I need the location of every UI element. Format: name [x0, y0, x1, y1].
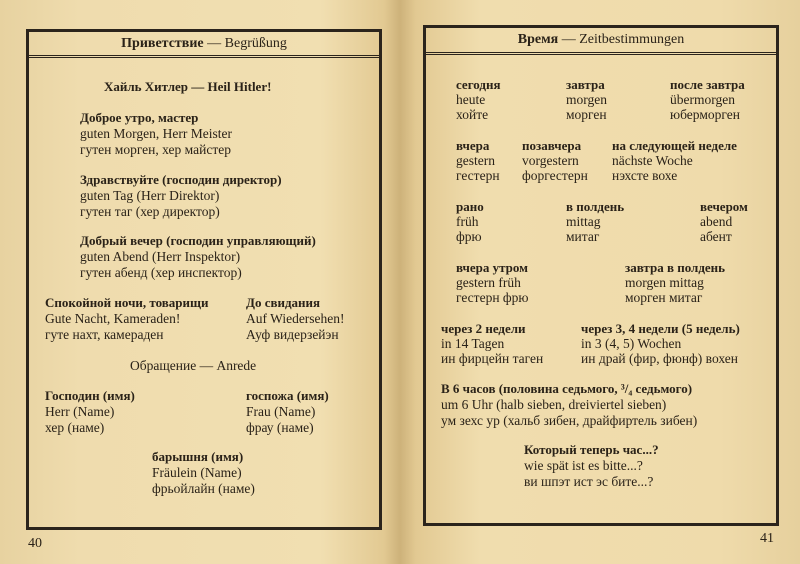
phrase-pron: фрьойлайн (наме)	[152, 481, 255, 496]
phrase-ru: В 6 часов (половина седьмого, ³/₄ седьмого)	[441, 381, 693, 396]
phrase-de: wie spät ist es bitte...?	[524, 458, 643, 473]
phrase-de: in 3 (4, 5) Wochen	[581, 336, 682, 351]
phrase-de: heute	[456, 92, 486, 107]
hail-text: Хайль Хитлер — Heil Hitler!	[104, 79, 272, 94]
phrase-pron: ум зехс ур (хальб зибен, драйфиртель зибен)	[441, 413, 698, 428]
phrase-de: vorgestern	[522, 153, 579, 168]
phrase-ru: Господин (имя)	[45, 388, 135, 403]
phrase-de: mittag	[566, 214, 601, 229]
address-block	[246, 388, 329, 436]
time-block	[456, 77, 501, 122]
time-block	[612, 138, 737, 183]
subheading: Обращение — Anrede	[130, 358, 257, 373]
phrase-de: morgen mittag	[625, 275, 704, 290]
phrase-de: Frau (Name)	[246, 404, 316, 419]
phrase-de: gestern früh	[456, 275, 521, 290]
time-block	[456, 199, 484, 244]
phrase-de: in 14 Tagen	[441, 336, 505, 351]
header-sep: —	[203, 36, 225, 51]
phrase-de: um 6 Uhr (halb sieben, dreiviertel sieben)	[441, 397, 667, 412]
phrase-de: Fräulein (Name)	[152, 465, 242, 480]
phrase-de: Gute Nacht, Kameraden!	[45, 311, 181, 326]
phrase-ru: Здравствуйте (господин директор)	[80, 172, 282, 187]
time-block	[566, 77, 607, 122]
phrase-block	[80, 110, 232, 158]
time-block	[581, 321, 740, 366]
phrase-pron: гестерн фрю	[456, 290, 529, 305]
page-number-left: 40	[28, 536, 42, 551]
right-page-header	[426, 28, 776, 55]
phrase-ru: через 3, 4 недели (5 недель)	[581, 321, 740, 336]
phrase-ru: завтра	[566, 77, 605, 92]
phrase-ru: Спокойной ночи, товарищи	[45, 295, 209, 310]
phrase-ru: через 2 недели	[441, 321, 526, 336]
header-title-de: Begrüßung	[224, 36, 287, 51]
phrase-ru: Добрый вечер (господин управляющий)	[80, 233, 316, 248]
phrase-ru: в полдень	[566, 199, 625, 214]
phrase-de: guten Morgen, Herr Meister	[80, 126, 232, 141]
phrase-ru: госпожа (имя)	[246, 388, 329, 403]
phrase-pron: форгестерн	[522, 168, 588, 183]
phrase-pron: гутен таг (хер директор)	[80, 204, 220, 219]
phrase-block	[246, 295, 345, 343]
phrase-pron: гестерн	[456, 168, 500, 183]
page-number-right: 41	[760, 531, 774, 546]
phrase-ru: на следующей неделе	[612, 138, 737, 153]
phrase-ru: барышня (имя)	[152, 449, 244, 464]
time-block	[625, 260, 725, 305]
phrase-block	[80, 233, 316, 281]
phrase-ru: Который теперь час...?	[524, 442, 659, 457]
phrase-de: Herr (Name)	[45, 404, 115, 419]
phrase-de: früh	[456, 214, 479, 229]
time-block	[441, 321, 543, 366]
phrase-ru: Доброе утро, мастер	[80, 110, 199, 125]
phrase-pron: гутен морген, хер майстер	[80, 142, 231, 157]
time-block	[456, 138, 500, 183]
phrase-ru: после завтра	[670, 77, 745, 92]
phrase-pron: фрау (наме)	[246, 420, 314, 435]
phrase-pron: абент	[700, 229, 732, 244]
phrase-pron: ви шпэт ист эс бите...?	[524, 474, 654, 489]
left-page-header	[29, 32, 379, 58]
phrase-de: guten Tag (Herr Direktor)	[80, 188, 220, 203]
phrase-pron: морген митаг	[625, 290, 703, 305]
header-sep: —	[558, 32, 580, 47]
phrase-pron: фрю	[456, 229, 482, 244]
time-block	[700, 199, 748, 244]
phrase-de: Auf Wiedersehen!	[246, 311, 345, 326]
time-block	[441, 381, 697, 429]
phrase-de: abend	[700, 214, 733, 229]
phrase-block	[80, 172, 282, 220]
phrase-ru: рано	[456, 199, 484, 214]
time-block	[522, 138, 588, 183]
header-title-de: Zeitbestimmungen	[579, 32, 685, 47]
phrase-ru: завтра в полдень	[625, 260, 726, 275]
time-block	[456, 260, 529, 305]
time-block	[566, 199, 624, 244]
phrase-block	[45, 295, 209, 343]
time-block	[524, 442, 659, 490]
phrase-ru: сегодня	[456, 77, 501, 92]
phrase-ru: вечером	[700, 199, 748, 214]
header-title-ru: Время	[517, 32, 559, 47]
phrase-de: morgen	[566, 92, 607, 107]
phrase-de: guten Abend (Herr Inspektor)	[80, 249, 241, 264]
phrase-de: gestern	[456, 153, 495, 168]
phrase-pron: хойте	[456, 107, 489, 122]
phrase-pron: нэхсте вохе	[612, 168, 678, 183]
phrase-pron: Ауф видерзейэн	[246, 327, 339, 342]
phrase-de: nächste Woche	[612, 153, 693, 168]
phrase-ru: вчера утром	[456, 260, 528, 275]
address-block	[45, 388, 135, 436]
phrase-pron: юберморген	[670, 107, 740, 122]
phrase-pron: ин фирцейн таген	[441, 351, 544, 366]
phrase-de: übermorgen	[670, 92, 735, 107]
address-block	[152, 449, 255, 497]
time-block	[670, 77, 745, 122]
phrase-pron: морген	[566, 107, 607, 122]
phrase-pron: гуте нахт, камераден	[45, 327, 164, 342]
phrase-ru: До свидания	[246, 295, 321, 310]
phrase-pron: хер (наме)	[45, 420, 105, 435]
phrase-pron: ин драй (фир, фюнф) вохен	[581, 351, 739, 366]
phrase-ru: позавчера	[522, 138, 582, 153]
phrase-pron: митаг	[566, 229, 600, 244]
header-title-ru: Приветствие	[121, 36, 204, 51]
hail-line	[104, 79, 271, 95]
phrase-pron: гутен абенд (хер инспектор)	[80, 265, 242, 280]
phrase-ru: вчера	[456, 138, 490, 153]
